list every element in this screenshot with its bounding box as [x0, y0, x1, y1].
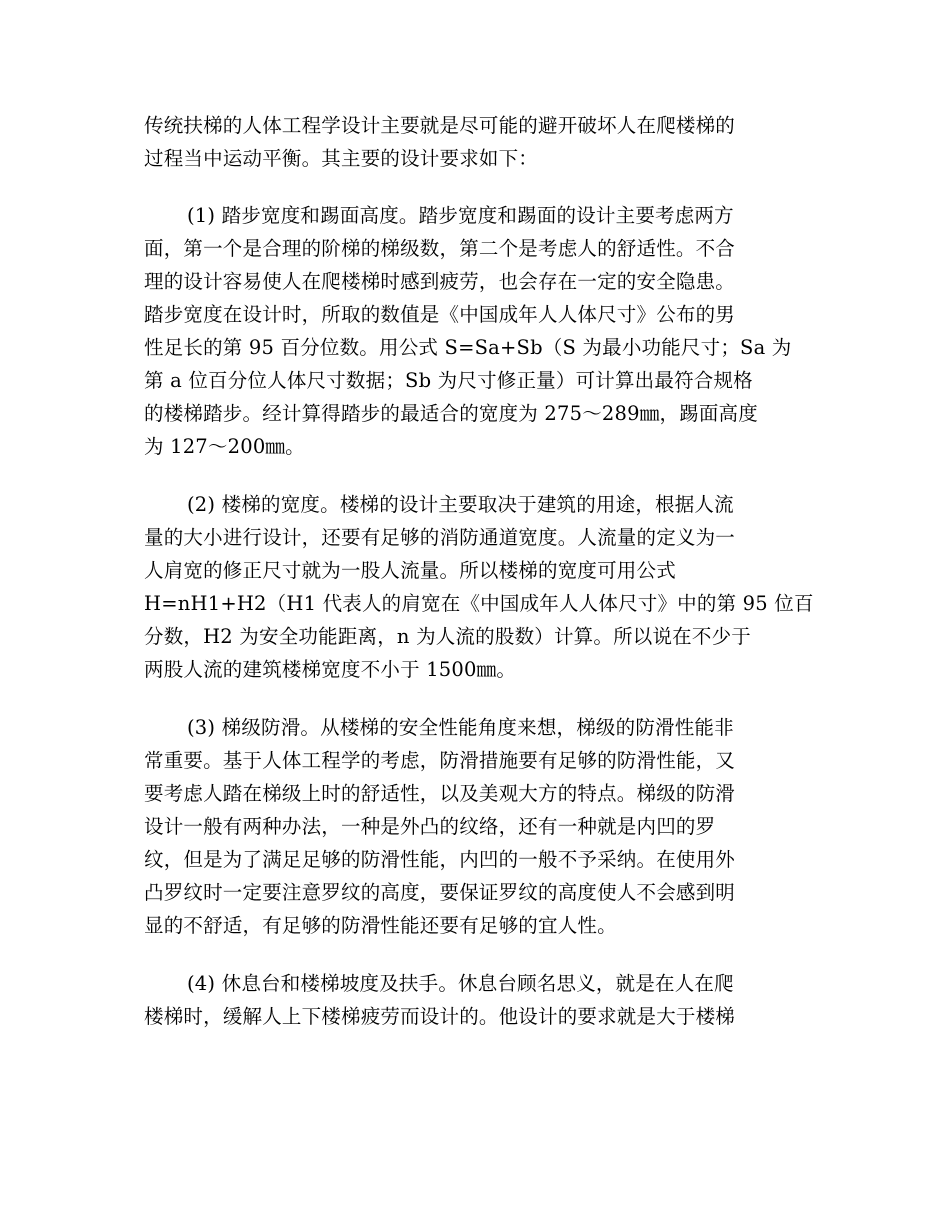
paragraph-2-line-2: 面，第一个是合理的阶梯的梯级数，第二个是考虑人的舒适性。不合 — [144, 237, 736, 260]
paragraph-4-line-2: 常重要。基于人体工程学的考虑，防滑措施要有足够的防滑性能，又 — [144, 749, 736, 772]
paragraph-3-line-6: 两股人流的建筑楼梯宽度不小于 1500㎜。 — [144, 658, 517, 681]
paragraph-1-line-1: 传统扶梯的人体工程学设计主要就是尽可能的避开破坏人在爬楼梯的 — [144, 114, 736, 137]
paragraph-5-line-1: (4) 休息台和楼梯坡度及扶手。休息台顾名思义，就是在人在爬 — [187, 972, 734, 995]
paragraph-2-line-7: 的楼梯踏步。经计算得踏步的最适合的宽度为 275～289㎜，踢面高度 — [144, 402, 758, 425]
paragraph-2-line-6: 第 a 位百分位人体尺寸数据；Sb 为尺寸修正量）可计算出最符合规格 — [144, 369, 753, 392]
paragraph-5-line-2: 楼梯时，缓解人上下楼梯疲劳而设计的。他设计的要求就是大于楼梯 — [144, 1005, 736, 1028]
paragraph-2-line-5: 性足长的第 95 百分位数。用公式 S=Sa+Sb（S 为最小功能尺寸；Sa 为 — [144, 336, 792, 359]
paragraph-3-line-2: 量的大小进行设计，还要有足够的消防通道宽度。人流量的定义为一 — [144, 526, 736, 549]
paragraph-4-line-6: 凸罗纹时一定要注意罗纹的高度，要保证罗纹的高度使人不会感到明 — [144, 881, 736, 904]
paragraph-4-line-3: 要考虑人踏在梯级上时的舒适性，以及美观大方的特点。梯级的防滑 — [144, 782, 736, 805]
paragraph-2-line-3: 理的设计容易使人在爬楼梯时感到疲劳，也会存在一定的安全隐患。 — [144, 270, 736, 293]
paragraph-4-line-1: (3) 梯级防滑。从楼梯的安全性能角度来想，梯级的防滑性能非 — [187, 716, 734, 739]
paragraph-4-line-7: 显的不舒适，有足够的防滑性能还要有足够的宜人性。 — [144, 914, 617, 937]
paragraph-3-line-1: (2) 楼梯的宽度。楼梯的设计主要取决于建筑的用途，根据人流 — [187, 493, 734, 516]
paragraph-1-line-2: 过程当中运动平衡。其主要的设计要求如下： — [144, 147, 539, 170]
paragraph-2-line-8: 为 127～200㎜。 — [144, 435, 305, 458]
paragraph-3-line-3: 人肩宽的修正尺寸就为一股人流量。所以楼梯的宽度可用公式 — [144, 559, 676, 582]
paragraph-3-line-5: 分数，H2 为安全功能距离，n 为人流的股数）计算。所以说在不少于 — [144, 625, 751, 648]
paragraph-4-line-4: 设计一般有两种办法，一种是外凸的纹络，还有一种就是内凹的罗 — [144, 815, 716, 838]
paragraph-3-line-4: H=nH1+H2（H1 代表人的肩宽在《中国成年人人体尺寸》中的第 95 位百 — [144, 592, 814, 615]
paragraph-2-line-1: (1) 踏步宽度和踢面高度。踏步宽度和踢面的设计主要考虑两方 — [187, 204, 734, 227]
paragraph-4-line-5: 纹，但是为了满足足够的防滑性能，内凹的一般不予采纳。在使用外 — [144, 848, 736, 871]
paragraph-2-line-4: 踏步宽度在设计时，所取的数值是《中国成年人人体尺寸》公布的男 — [144, 303, 736, 326]
